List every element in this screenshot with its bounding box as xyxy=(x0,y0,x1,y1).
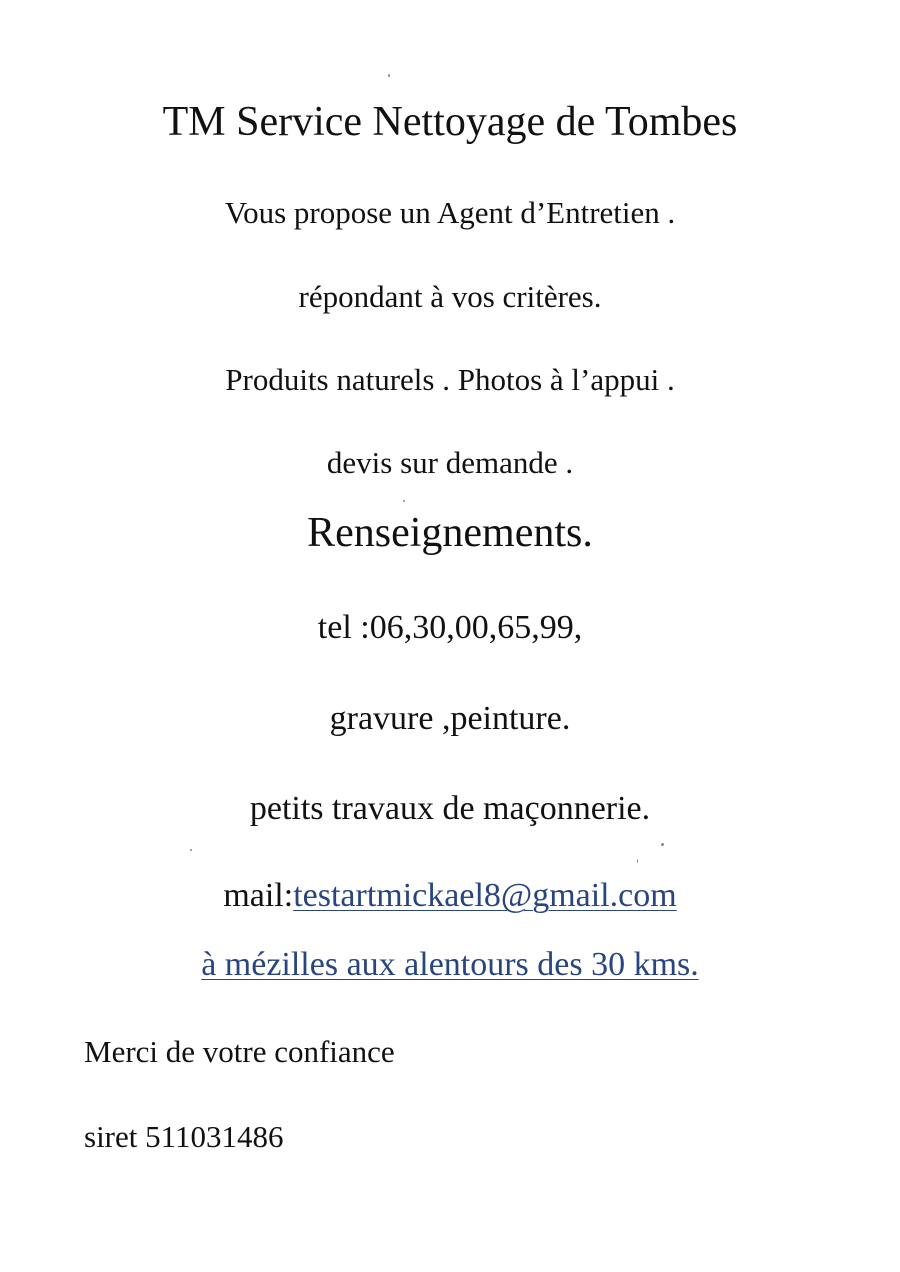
mail-line xyxy=(0,879,900,913)
scan-speck xyxy=(190,849,192,851)
scan-speck xyxy=(661,843,664,846)
scan-speck xyxy=(637,859,638,863)
scan-speck xyxy=(388,74,390,77)
thanks-line: Merci de votre confiance xyxy=(84,1034,395,1069)
engraving-line: gravure ,peinture. xyxy=(329,700,571,737)
offer-line: Vous propose un Agent d’Entretien . xyxy=(224,195,676,230)
criteria-line: répondant à vos critères. xyxy=(298,279,602,314)
document-title: TM Service Nettoyage de Tombes xyxy=(162,99,738,145)
info-heading: Renseignements. xyxy=(307,510,593,556)
quote-line: devis sur demande . xyxy=(326,445,574,480)
siret-line: siret 511031486 xyxy=(84,1119,284,1154)
email-link[interactable]: testartmickael8@gmail.com xyxy=(293,877,677,914)
service-area-link[interactable]: à mézilles aux alentours des 30 kms. xyxy=(201,946,699,983)
phone-line: tel :06,30,00,65,99, xyxy=(317,609,583,646)
scan-speck xyxy=(403,500,405,502)
mail-label: mail: xyxy=(223,877,294,914)
service-area-line xyxy=(0,948,900,982)
masonry-line: petits travaux de maçonnerie. xyxy=(249,790,651,827)
products-line: Produits naturels . Photos à l’appui . xyxy=(225,362,675,397)
